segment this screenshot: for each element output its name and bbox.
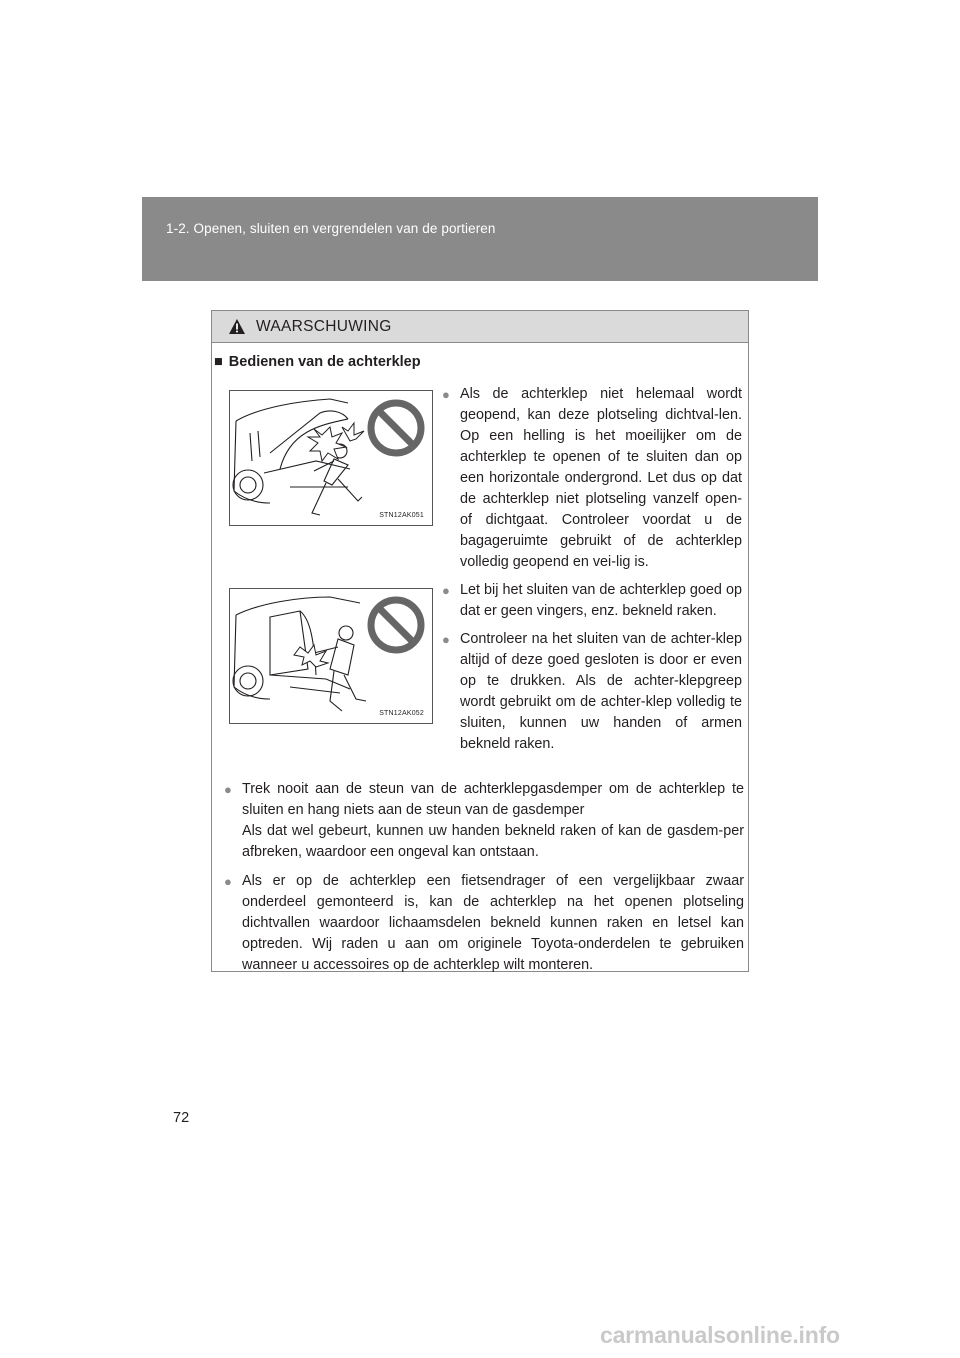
chapter-header	[142, 197, 818, 281]
bullet-item: ● Let bij het sluiten van de achterklep goed op dat er geen vingers, enz. bekneld raken.	[442, 580, 742, 622]
bullet-list-bottom	[224, 779, 744, 984]
section-title: Bedienen van de achterklep	[228, 354, 421, 370]
bullet-line: ● Trek nooit aan de steun van de achterklepgasdemper om de achterklep te sluiten en hang niets aan de steun van de gasdemper	[242, 781, 744, 818]
bullet-item: ● Als de achterklep niet helemaal wordt geopend, kan deze plotseling dichtval-len. Op een helling is het moeilijker om de achterklep te openen of te sluiten dan op een horizontale ondergrond. Let dus op dat de achterklep niet plotseling vanzelf open- of dichtgaat. Controleer voordat u de bagageruimte gebruikt of de achterklep volledig geopend en vei-lig is.	[442, 384, 742, 573]
page-number: 72	[173, 1110, 190, 1126]
warning-box	[211, 310, 749, 972]
bullet-list-right	[442, 384, 742, 762]
bullet-item: ● Als er op de achterklep een fietsendrager of een vergelijkbaar zwaar onderdeel gemonteerd is, kan de achterklep na het openen plotseling dichtvallen waardoor lichaamsdelen bekneld kunnen raken en letsel kan optreden. Wij raden u aan om originele Toyota-onderdelen te gebruiken wanneer u accessoires op de achterklep wilt monteren.	[224, 871, 744, 976]
section-marker: ■	[214, 354, 223, 370]
warning-header	[212, 311, 748, 343]
bullet-item: ● Controleer na het sluiten van de achter-klep altijd of deze goed gesloten is door er even op te drukken. Als de achter-klepgreep wordt gebruikt om de achter-klep volledig te sluiten, kunnen uw handen of armen bekneld raken.	[442, 629, 742, 755]
illustration-code: STN12AK052	[379, 710, 424, 717]
section-heading	[214, 354, 421, 370]
warning-triangle-icon	[228, 318, 246, 335]
car-tailgate-illustration	[230, 391, 433, 526]
prohibited-icon-1	[371, 403, 421, 453]
illustration-tailgate-closing	[229, 588, 433, 724]
bullet-item	[224, 779, 744, 863]
illustration-code: STN12AK051	[379, 512, 424, 519]
warning-title: WAARSCHUWING	[256, 318, 392, 335]
illustration-tailgate-falling	[229, 390, 433, 526]
prohibited-icon-2	[371, 600, 421, 650]
car-tailgate-closing-illustration	[230, 589, 433, 724]
watermark[interactable]: carmanualsonline.info	[600, 1322, 840, 1348]
chapter-title: 1-2. Openen, sluiten en vergrendelen van de portieren	[166, 221, 496, 236]
bullet-line: Als dat wel gebeurt, kunnen uw handen bekneld raken of kan de gasdem-per afbreken, waardoor een ongeval kan ontstaan.	[242, 823, 744, 860]
